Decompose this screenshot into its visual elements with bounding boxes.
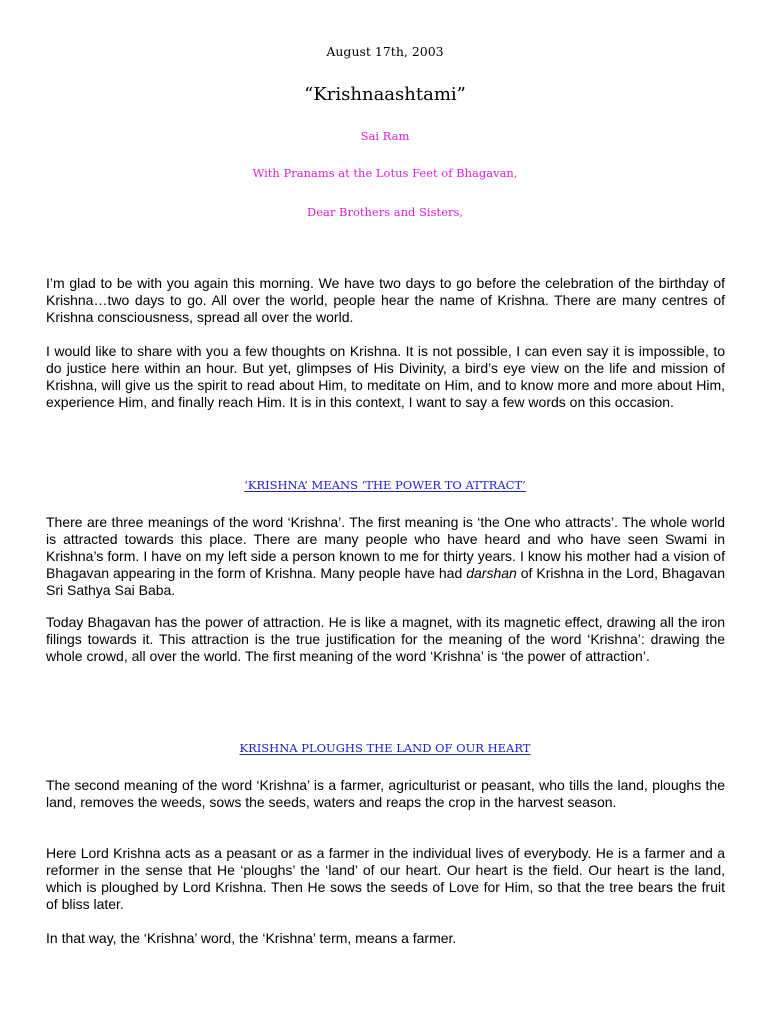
section-heading-attract-text: ‘KRISHNA’ MEANS ‘THE POWER TO ATTRACT’: [244, 478, 526, 492]
section1-paragraph-1-part1: There are three meanings of the word ‘Krishna’. The first meaning is ‘the One who attracts’. The whole world is attracted towards this place. There are many people who have heard and who have seen Swami in Krishna’s form. I have on my left side a person known to me for thirty years. I know his mother had a vision of Bhagavan appearing in the form of Krishna. Many people have had: [46, 514, 725, 581]
section2-paragraph-3: In that way, the ‘Krishna’ word, the ‘Krishna’ term, means a farmer.: [46, 930, 457, 946]
darshan-italic: darshan: [466, 565, 517, 581]
section2-paragraph-2: Here Lord Krishna acts as a peasant or as a farmer in the individual lives of everybody. He is a farmer and a reformer in the sense that He ‘ploughs’ the ‘land’ of our heart. Our heart is the field. Our heart is the land, which is ploughed by Lord Krishna. Then He sows the seeds of Love for Him, so that the tree bears the fruit of bliss later.: [46, 845, 725, 912]
intro-paragraph-2: I would like to share with you a few thoughts on Krishna. It is not possible, I can even say it is impossible, to do justice here within an hour. But yet, glimpses of His Divinity, a bird’s eye view on the life and mission of Krishna, will give us the spirit to read about Him, to meditate on Him, and to know more and more about Him, experience Him, and finally reach Him. It is in this context, I want to say a few words on this occasion.: [46, 343, 725, 410]
section1-paragraph-1-part2: of Krishna in the Lord, Bhagavan Sri Sathya Sai Baba.: [46, 565, 725, 598]
salutation-sai-ram: Sai Ram: [360, 129, 410, 143]
section1-paragraph-1: [46, 514, 725, 599]
section1-paragraph-2: Today Bhagavan has the power of attraction. He is like a magnet, with its magnetic effect, drawing all the iron filings towards it. This attraction is the true justification for the meaning of the word ‘Krishna’: drawing the whole crowd, all over the world. The first meaning of the word ‘Krishna’ is ‘the power of attraction’.: [46, 614, 725, 664]
section2-paragraph-1: The second meaning of the word ‘Krishna’ is a farmer, agriculturist or peasant, who tills the land, ploughs the land, removes the weeds, sows the seeds, waters and reaps the crop in the harvest season.: [46, 777, 725, 810]
section-heading-ploughs: [0, 741, 770, 755]
intro-paragraph-1: I’m glad to be with you again this morning. We have two days to go before the celebration of the birthday of Krishna…two days to go. All over the world, people hear the name of Krishna. There are many centres of Krishna consciousness, spread all over the world.: [46, 275, 725, 325]
salutation-pranams: With Pranams at the Lotus Feet of Bhagavan,: [252, 166, 518, 180]
document-title: “Krishnaashtami”: [304, 84, 466, 105]
salutation-dear: Dear Brothers and Sisters,: [306, 205, 463, 219]
section-heading-attract: [0, 478, 770, 492]
section-heading-ploughs-text: KRISHNA PLOUGHS THE LAND OF OUR HEART: [239, 741, 531, 755]
document-date: August 17th, 2003: [326, 44, 444, 59]
